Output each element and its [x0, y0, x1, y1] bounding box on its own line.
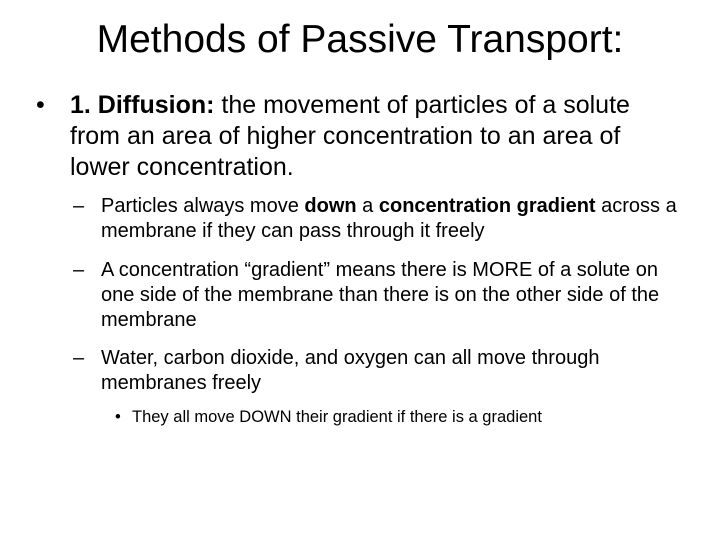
dash-marker: –	[73, 259, 85, 281]
subpoint-text: Water, carbon dioxide, and oxygen can all move through membranes freely	[101, 347, 600, 394]
subpoint-text	[101, 194, 683, 244]
emphasis-down: down	[304, 195, 357, 217]
subpoint-text: A concentration “gradient” means there is MORE of a solute on one side of the membrane than there is on the other side of the membrane	[101, 259, 660, 331]
subpoint-gradient-definition	[73, 258, 683, 333]
bullet-marker: •	[36, 91, 45, 119]
subpoint-text-part: Particles always move	[101, 195, 305, 217]
subpoint-concentration-gradient	[73, 194, 683, 244]
bullet-text	[70, 90, 686, 183]
subsubpoint-down-gradient	[115, 406, 695, 428]
slide-title: Methods of Passive Transport:	[96, 18, 624, 61]
subsubpoint-text: They all move DOWN their gradient if there is a gradient	[132, 408, 542, 426]
bullet-point-diffusion	[36, 90, 686, 183]
dash-marker: –	[73, 347, 85, 369]
dash-marker: –	[73, 195, 85, 217]
diffusion-term: 1. Diffusion:	[70, 91, 215, 119]
bullet-marker: •	[115, 408, 121, 426]
emphasis-concentration-gradient: concentration gradient	[378, 195, 596, 217]
subpoint-text-part: across a membrane if they can pass through it freely	[101, 195, 677, 242]
subpoint-molecules-move-freely	[73, 346, 683, 396]
diffusion-definition: the movement of particles of a solute from an area of higher concentration to an area of lower concentration.	[70, 91, 630, 181]
subpoint-text-part: a	[356, 195, 379, 217]
